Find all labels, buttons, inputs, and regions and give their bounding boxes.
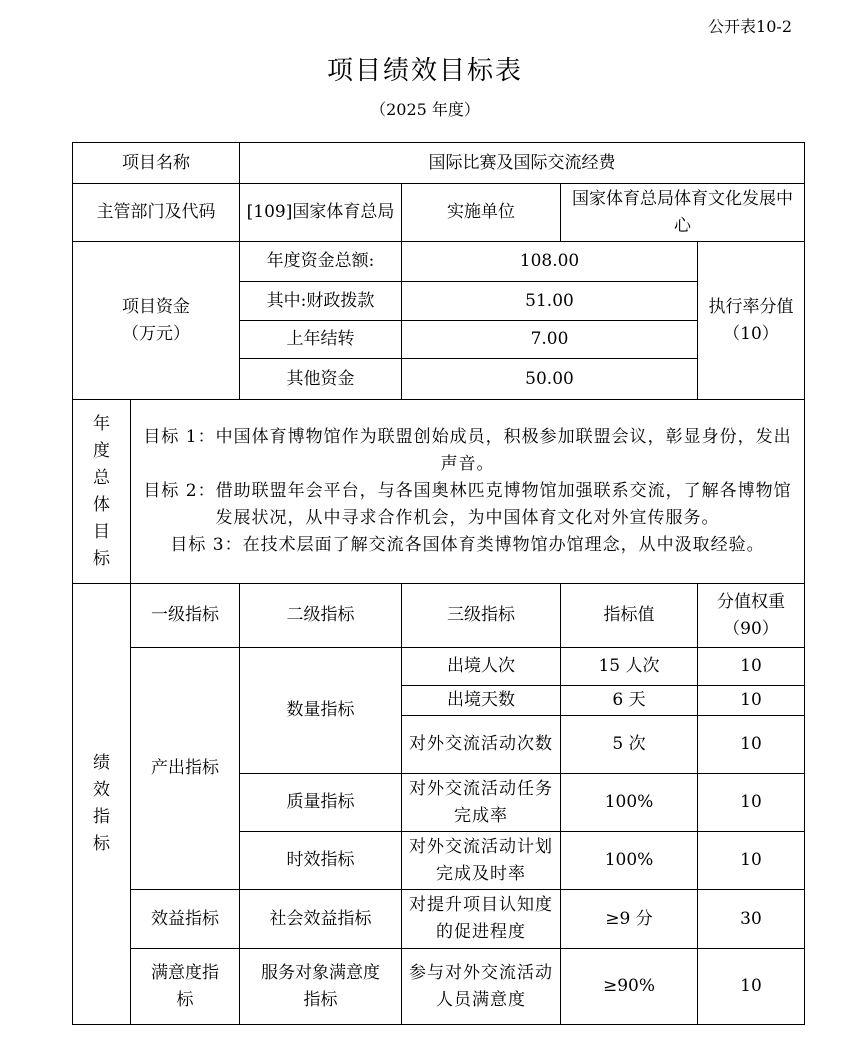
indicator-row bbox=[73, 648, 805, 686]
department-row bbox=[73, 184, 805, 242]
header-level2: 二级指标 bbox=[240, 584, 402, 648]
level3-indicator: 出境天数 bbox=[402, 686, 561, 716]
level3-indicator: 对外交流活动计划完成及时率 bbox=[402, 832, 561, 890]
target-value: 15 人次 bbox=[561, 648, 698, 686]
header-weight: 分值权重（90） bbox=[698, 584, 805, 648]
fiscal-year: （2025 年度） bbox=[370, 100, 480, 119]
goal-3: 目标 3：在技术层面了解交流各国体育类博物馆办馆理念，从中汲取经验。 bbox=[170, 535, 765, 555]
funds-fiscal-value: 51.00 bbox=[402, 282, 698, 321]
goal-1: 目标 1：中国体育博物馆作为联盟创始成员，积极参加联盟会议，彰显身份，发出声音。 bbox=[143, 427, 792, 474]
project-name-value: 国际比赛及国际交流经费 bbox=[240, 143, 805, 184]
level3-indicator: 对提升项目认知度的促进程度 bbox=[402, 890, 561, 949]
page-title: 项目绩效目标表 bbox=[326, 56, 523, 86]
output-indicator-label: 产出指标 bbox=[131, 648, 240, 890]
target-value: 5 次 bbox=[561, 716, 698, 774]
timeliness-indicator-label: 时效指标 bbox=[240, 832, 402, 890]
weight-value: 10 bbox=[698, 716, 805, 774]
social-benefit-indicator-label: 社会效益指标 bbox=[240, 890, 402, 949]
benefit-indicator-label: 效益指标 bbox=[131, 890, 240, 949]
project-funds-label: 项目资金（万元） bbox=[73, 242, 240, 400]
annual-goals-label: 年度总体目标 bbox=[73, 400, 131, 584]
table-number: 公开表10-2 bbox=[708, 17, 792, 36]
weight-value: 10 bbox=[698, 949, 805, 1025]
goal-2: 目标 2：借助联盟年会平台，与各国奥林匹克博物馆加强联系交流，了解各博物馆发展状况，从中寻求合作机会，为中国体育文化对外宣传服务。 bbox=[143, 481, 792, 528]
implementing-unit-label: 实施单位 bbox=[402, 184, 561, 242]
level3-indicator: 对外交流活动次数 bbox=[402, 716, 561, 774]
annual-goals-content bbox=[131, 400, 805, 584]
weight-value: 10 bbox=[698, 832, 805, 890]
header-level3: 三级指标 bbox=[402, 584, 561, 648]
funds-total-value: 108.00 bbox=[402, 242, 698, 282]
service-satisfaction-indicator-label: 服务对象满意度指标 bbox=[240, 949, 402, 1025]
department-value: [109]国家体育总局 bbox=[240, 184, 402, 242]
project-name-row bbox=[73, 143, 805, 184]
level3-indicator: 参与对外交流活动人员满意度 bbox=[402, 949, 561, 1025]
funds-other-label: 其他资金 bbox=[240, 359, 402, 400]
indicator-row bbox=[73, 890, 805, 949]
quantity-indicator-label: 数量指标 bbox=[240, 648, 402, 774]
target-value: 6 天 bbox=[561, 686, 698, 716]
weight-value: 10 bbox=[698, 774, 805, 832]
quality-indicator-label: 质量指标 bbox=[240, 774, 402, 832]
target-value: 100% bbox=[561, 832, 698, 890]
indicator-row bbox=[73, 949, 805, 1025]
level3-indicator: 对外交流活动任务完成率 bbox=[402, 774, 561, 832]
header-target-value: 指标值 bbox=[561, 584, 698, 648]
weight-value: 10 bbox=[698, 648, 805, 686]
funds-fiscal-label: 其中:财政拨款 bbox=[240, 282, 402, 321]
target-value: 100% bbox=[561, 774, 698, 832]
weight-value: 10 bbox=[698, 686, 805, 716]
performance-indicators-label: 绩效指标 bbox=[73, 584, 131, 1025]
funds-total-label: 年度资金总额: bbox=[240, 242, 402, 282]
annual-goals-row bbox=[73, 400, 805, 584]
project-name-label: 项目名称 bbox=[73, 143, 240, 184]
level3-indicator: 出境人次 bbox=[402, 648, 561, 686]
funds-total-row bbox=[73, 242, 805, 282]
funds-carryover-value: 7.00 bbox=[402, 321, 698, 359]
funds-other-value: 50.00 bbox=[402, 359, 698, 400]
target-value: ≥90% bbox=[561, 949, 698, 1025]
target-value: ≥9 分 bbox=[561, 890, 698, 949]
indicator-header-row bbox=[73, 584, 805, 648]
implementing-unit-value: 国家体育总局体育文化发展中心 bbox=[561, 184, 805, 242]
weight-value: 30 bbox=[698, 890, 805, 949]
performance-target-table bbox=[72, 142, 805, 1025]
department-label: 主管部门及代码 bbox=[73, 184, 240, 242]
satisfaction-indicator-label: 满意度指标 bbox=[131, 949, 240, 1025]
execution-rate-label: 执行率分值（10） bbox=[698, 242, 805, 400]
header-level1: 一级指标 bbox=[131, 584, 240, 648]
funds-carryover-label: 上年结转 bbox=[240, 321, 402, 359]
